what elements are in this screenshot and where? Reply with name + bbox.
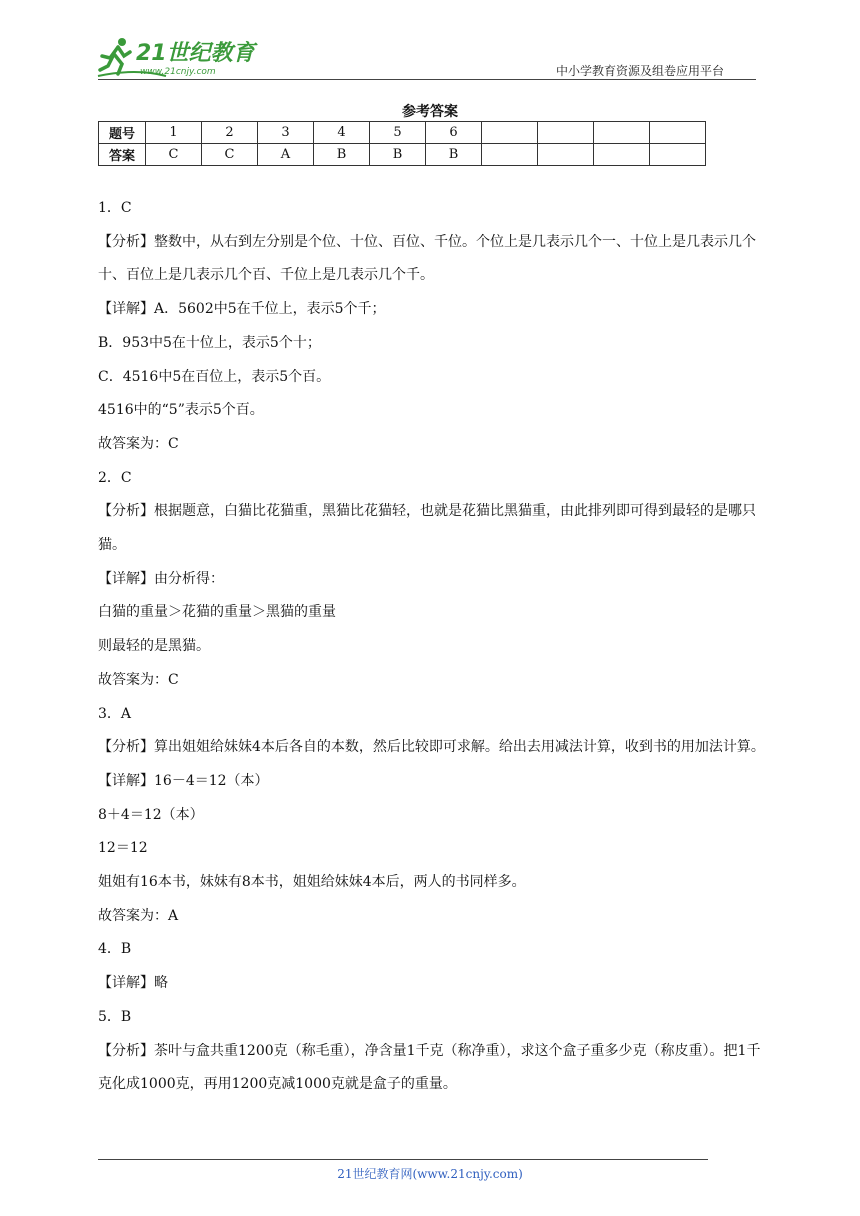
q2-detail: 【详解】由分析得：: [98, 570, 224, 587]
q1-detail-a: 【详解】A．5602中5在千位上，表示5个千；: [98, 301, 386, 318]
table-cell: 6: [426, 122, 482, 144]
q4-answer: 4．B: [98, 941, 132, 958]
table-cell: B: [426, 144, 482, 166]
q4-detail: 【详解】略: [98, 975, 168, 992]
table-cell: [594, 144, 650, 166]
table-cell: 4: [314, 122, 370, 144]
q5-answer: 5．B: [98, 1008, 132, 1025]
q1-detail-c: C．4516中5在百位上，表示5个百。: [98, 368, 331, 385]
q3-compare: 12＝12: [98, 840, 148, 857]
table-cell: 1: [146, 122, 202, 144]
q3-final: 故答案为：A: [98, 907, 179, 924]
table-cell: B: [314, 144, 370, 166]
site-logo: [96, 36, 266, 80]
table-cell: A: [258, 144, 314, 166]
q3-conclusion: 姐姐有16本书，妹妹有8本书，姐姐给妹妹4本后，两人的书同样多。: [98, 874, 526, 891]
logo-brand-text: 21世纪教育: [136, 41, 255, 66]
q2-conclusion: 则最轻的是黑猫。: [98, 638, 210, 655]
table-cell: C: [146, 144, 202, 166]
q3-analysis: 【分析】算出姐姐给妹妹4本后各自的本数，然后比较即可求解。给出去用减法计算，收到书的用加法计算。: [98, 739, 765, 756]
row-label-number: 题号: [99, 122, 146, 144]
answer-explanations: [98, 192, 770, 1102]
logo-url-text: www.21cnjy.com: [140, 67, 216, 77]
table-cell: [482, 144, 538, 166]
table-cell: [650, 122, 706, 144]
q3-answer: 3．A: [98, 705, 132, 722]
table-cell: [482, 122, 538, 144]
q5-analysis: 【分析】茶叶与盒共重1200克（称毛重），净含量1千克（称净重），求这个盒子重多少克（称皮重）。把1千克化成1000克，再用1200克减1000克就是盒子的重量。: [98, 1042, 761, 1093]
q1-final: 故答案为：C: [98, 435, 179, 452]
row-label-answer: 答案: [99, 144, 146, 166]
footer-divider: [98, 1159, 708, 1160]
q3-detail: 【详解】16－4＝12（本）: [98, 772, 269, 789]
table-cell: [594, 122, 650, 144]
table-cell: [538, 144, 594, 166]
logo-graphic: [96, 36, 266, 80]
platform-name: 中小学教育资源及组卷应用平台: [556, 64, 725, 78]
q1-answer: 1．C: [98, 200, 132, 216]
page-title: 参考答案: [402, 104, 458, 120]
page-header: [0, 0, 860, 90]
q1-analysis: 【分析】整数中，从右到左分别是个位、十位、百位、千位。个位上是几表示几个一、十位上是几表示几个十、百位上是几表示几个百、千位上是几表示几个千。: [98, 233, 756, 284]
table-cell: 2: [202, 122, 258, 144]
q2-answer: 2．C: [98, 469, 132, 486]
q2-order: 白猫的重量＞花猫的重量＞黑猫的重量: [98, 604, 336, 621]
q2-final: 故答案为：C: [98, 671, 179, 688]
q1-conclusion: 4516中的“5”表示5个百。: [98, 402, 264, 419]
answer-table: [98, 121, 706, 166]
table-cell: 5: [370, 122, 426, 144]
table-row-answers: [99, 144, 706, 166]
table-row-numbers: [99, 122, 706, 144]
table-cell: [538, 122, 594, 144]
q2-analysis: 【分析】根据题意，白猫比花猫重，黑猫比花猫轻，也就是花猫比黑猫重，由此排列即可得到最轻的是哪只猫。: [98, 503, 756, 554]
table-cell: [650, 144, 706, 166]
table-cell: C: [202, 144, 258, 166]
table-cell: 3: [258, 122, 314, 144]
header-divider: [98, 79, 756, 80]
q3-step: 8＋4＝12（本）: [98, 806, 204, 823]
table-cell: B: [370, 144, 426, 166]
page-footer: 21世纪教育网(www.21cnjy.com): [337, 1167, 523, 1181]
q1-detail-b: B．953中5在十位上，表示5个十；: [98, 334, 321, 351]
